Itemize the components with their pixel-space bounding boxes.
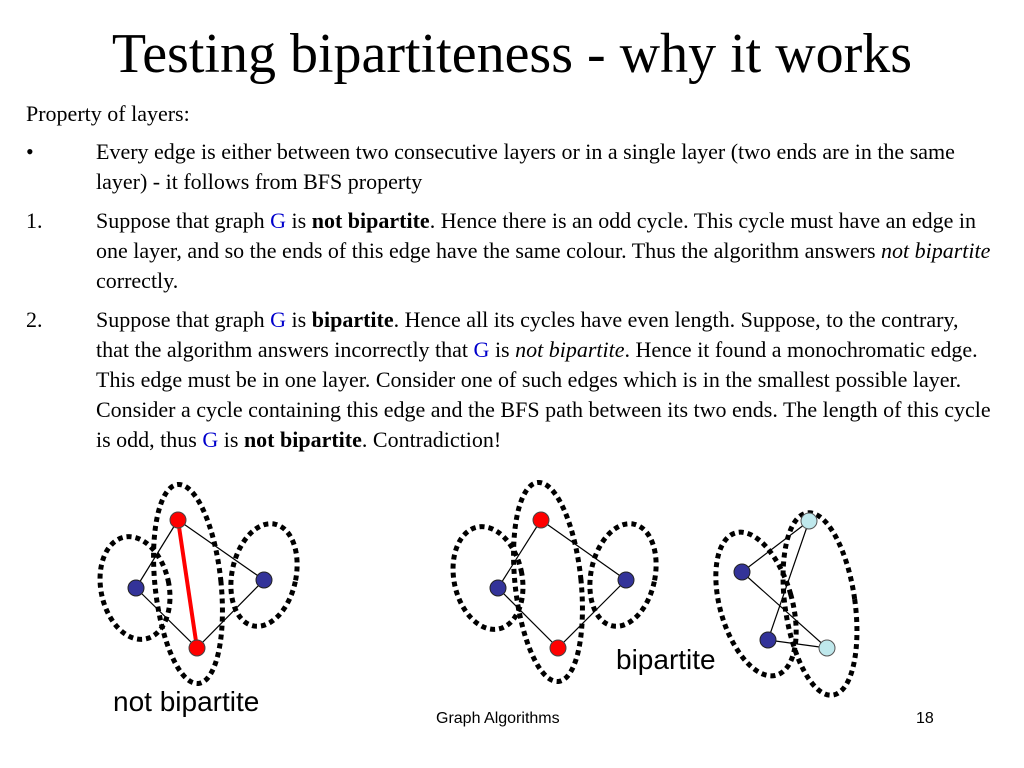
- graph-not-bipartite: [91, 481, 306, 687]
- graph-g-symbol: G: [270, 208, 287, 233]
- item-1-text-part: Suppose that graph: [96, 208, 271, 233]
- layer-ellipse: [773, 508, 868, 700]
- layer-ellipse: [444, 520, 532, 636]
- intro-text: Property of layers:: [26, 101, 190, 126]
- red-node: [189, 640, 205, 656]
- graph-bipartite-two-sides: [701, 508, 867, 700]
- emphasis-bold: not bipartite: [243, 427, 362, 452]
- blue-node: [760, 632, 776, 648]
- caption-not-bipartite: not bipartite: [113, 686, 260, 717]
- monochromatic-edge: [178, 520, 197, 648]
- graph-edge: [541, 520, 626, 580]
- blue-node: [734, 564, 750, 580]
- blue-node: [490, 580, 506, 596]
- layer-ellipse: [505, 479, 592, 685]
- item-2-text-part: . Contradiction!: [361, 427, 502, 452]
- graph-edge: [742, 521, 809, 572]
- red-node: [550, 640, 566, 656]
- item-2-marker: 2.: [26, 307, 43, 332]
- item-2-text-part: . Hence all its cycles have even length. Suppose, to the contrary, that the algorithm answers incorrectly that: [96, 307, 959, 362]
- item-1-marker: 1.: [26, 208, 43, 233]
- item-2-text-part: is: [489, 337, 516, 362]
- emphasis-bold: bipartite: [311, 307, 394, 332]
- emphasis-italic: not bipartite: [515, 337, 625, 362]
- item-2-text-part: is: [286, 307, 312, 332]
- bullet-marker: •: [26, 139, 34, 164]
- layer-ellipse: [701, 523, 811, 685]
- blue-node: [128, 580, 144, 596]
- slide-title: Testing bipartiteness - why it works: [111, 23, 913, 85]
- light-node: [801, 513, 817, 529]
- footer-title: Graph Algorithms: [436, 710, 560, 727]
- caption-bipartite: bipartite: [616, 644, 716, 675]
- page-number: 18: [916, 710, 934, 727]
- graph-g-symbol: G: [473, 337, 490, 362]
- graph-g-symbol: G: [270, 307, 287, 332]
- blue-node: [618, 572, 634, 588]
- item-2-text-part: is: [218, 427, 244, 452]
- graph-g-symbol: G: [202, 427, 219, 452]
- emphasis-italic: not bipartite: [881, 238, 991, 263]
- item-2-text-part: . Hence it found a monochromatic edge. This edge must be in one layer. Consider one of such edges which is in the smallest possible layer. Consider a cycle containing this edge and the BFS path between its two ends. The length of this cycle is odd, thus: [96, 337, 991, 452]
- emphasis-bold: not bipartite: [311, 208, 430, 233]
- item-1-text-part: . Hence there is an odd cycle. This cycle must have an edge in one layer, and so the ends of this edge have the same colour. Thus the algorithm answers: [96, 208, 977, 263]
- item-1-text-part: is: [286, 208, 312, 233]
- item-1-text-part: correctly.: [96, 268, 179, 293]
- blue-node: [256, 572, 272, 588]
- bullet-text: Every edge is either between two consecutive layers or in a single layer (two ends are in the same layer) - it follows from BFS property: [96, 139, 955, 194]
- graph-edge: [498, 520, 541, 588]
- item-2-text-part: Suppose that graph: [96, 307, 271, 332]
- red-node: [170, 512, 186, 528]
- red-node: [533, 512, 549, 528]
- light-node: [819, 640, 835, 656]
